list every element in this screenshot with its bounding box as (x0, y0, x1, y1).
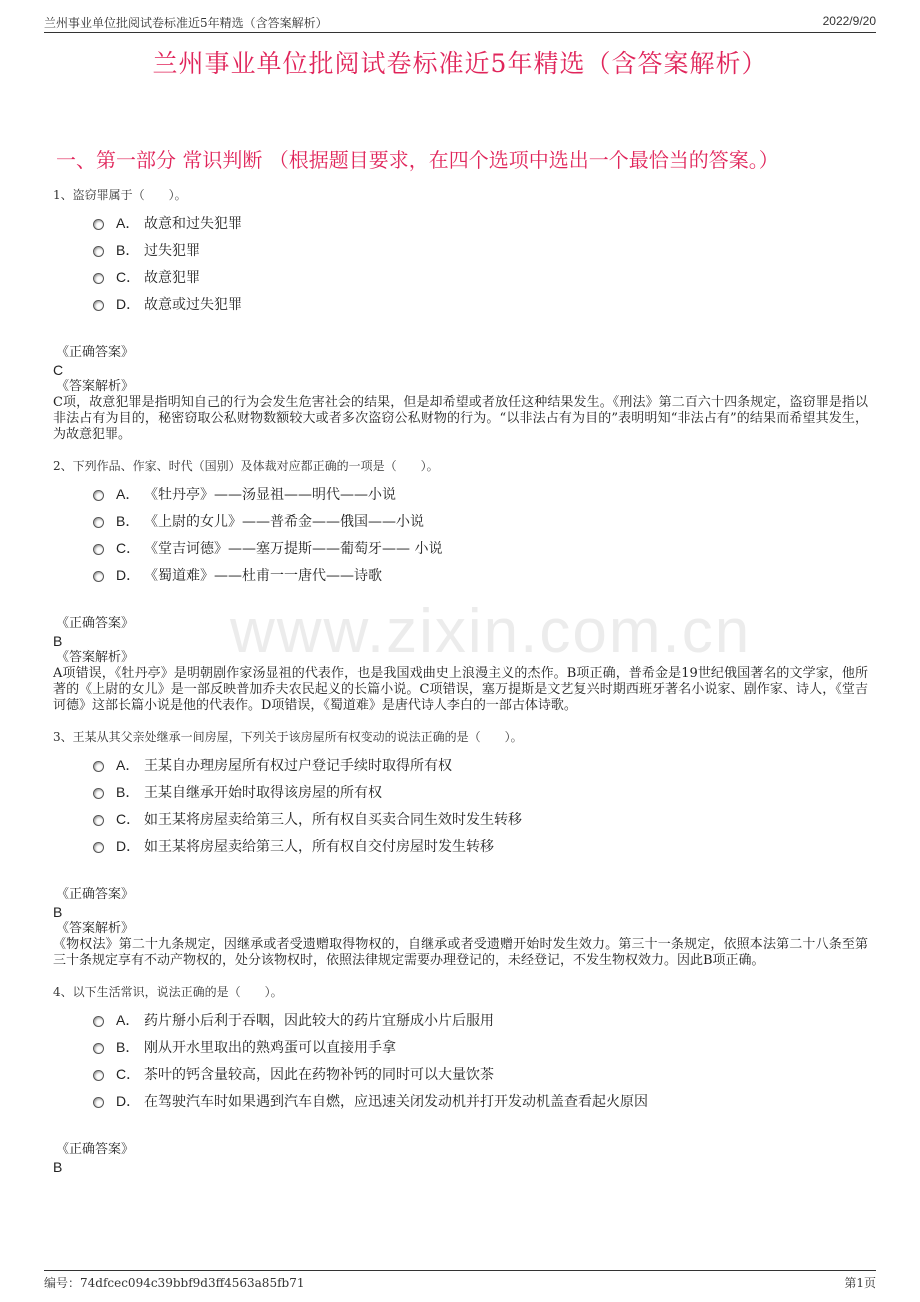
explanation-text: 《物权法》第二十九条规定，因继承或者受遗赠取得物权的，自继承或者受遗赠开始时发生效力。第三十一条规定，依照本法第二十八条至第三十条规定享有不动产物权的，处分该物权时，依照法律规定需要办理登记的，未经登记，不发生物权效力。因此B项正确。 (53, 937, 868, 968)
answer-value: B (53, 633, 63, 649)
option-c[interactable] (53, 805, 868, 832)
section-heading: 一、第一部分 常识判断 （根据题目要求，在四个选项中选出一个最恰当的答案。） (56, 148, 779, 172)
footer-doc-id: 编号：74dfcec094c39bbf9d3ff4563a85fb71 (44, 1276, 305, 1290)
option-a[interactable] (53, 480, 868, 507)
explanation-label: 《答案解析》 (56, 650, 135, 665)
option-letter: C． (116, 539, 141, 556)
answer-label: 《正确答案》 (56, 345, 135, 360)
option-d[interactable] (53, 561, 868, 588)
option-letter: B． (116, 512, 140, 529)
option-text: 《牡丹亭》——汤显祖——明代——小说 (144, 486, 396, 503)
radio-icon[interactable] (93, 544, 104, 555)
explanation-label: 《答案解析》 (56, 379, 135, 394)
option-d[interactable] (53, 1087, 868, 1114)
radio-icon[interactable] (93, 246, 104, 257)
header-doc-title: 兰州事业单位批阅试卷标准近5年精选（含答案解析） (44, 16, 328, 30)
option-letter: A． (116, 485, 140, 502)
page-footer (44, 1270, 876, 1290)
page-title: 兰州事业单位批阅试卷标准近5年精选（含答案解析） (152, 49, 768, 78)
header-date: 2022/9/20 (822, 14, 876, 28)
option-letter: A． (116, 756, 140, 773)
radio-icon[interactable] (93, 300, 104, 311)
option-letter: B． (116, 241, 140, 258)
option-text: 王某自继承开始时取得该房屋的所有权 (144, 784, 382, 801)
option-letter: D． (116, 1092, 141, 1109)
explanation-text: C项，故意犯罪是指明知自己的行为会发生危害社会的结果，但是却希望或者放任这种结果发生。《刑法》第二百六十四条规定，盗窃罪是指以非法占有为目的，秘密窃取公私财物数额较大或者多次盗窃公私财物的行为。“以非法占有为目的”表明明知“非法占有”的结果而希望其发生，为故意犯罪。 (53, 395, 868, 442)
option-letter: B． (116, 1038, 140, 1055)
option-letter: A． (116, 1011, 140, 1028)
question-list (53, 186, 868, 1190)
question (53, 457, 868, 714)
option-text: 茶叶的钙含量较高，因此在药物补钙的同时可以大量饮茶 (144, 1066, 494, 1083)
option-c[interactable] (53, 534, 868, 561)
option-letter: C． (116, 268, 141, 285)
answer-value: B (53, 904, 63, 920)
explanation-label: 《答案解析》 (56, 921, 135, 936)
explanation-text: A项错误，《牡丹亭》是明朝剧作家汤显祖的代表作，也是我国戏曲史上浪漫主义的杰作。B项正确，普希金是19世纪俄国著名的文学家，他所著的《上尉的女儿》是一部反映普加乔夫农民起义的长篇小说。C项错误，塞万提斯是文艺复兴时期西班牙著名小说家、剧作家、诗人，《堂吉诃德》这部长篇小说是他的代表作。D项错误，《蜀道难》是唐代诗人李白的一部古体诗歌。 (53, 666, 868, 713)
page-number: 第1页 (844, 1276, 876, 1290)
option-a[interactable] (53, 209, 868, 236)
radio-icon[interactable] (93, 1016, 104, 1027)
answer-label: 《正确答案》 (56, 616, 135, 631)
question (53, 186, 868, 443)
option-b[interactable] (53, 507, 868, 534)
option-letter: A． (116, 214, 140, 231)
radio-icon[interactable] (93, 517, 104, 528)
radio-icon[interactable] (93, 1097, 104, 1108)
answer-value: C (53, 362, 64, 378)
option-letter: D． (116, 837, 141, 854)
option-d[interactable] (53, 832, 868, 859)
watermark: www.zixin.com.cn (230, 597, 752, 666)
answer-label: 《正确答案》 (56, 887, 135, 902)
option-text: 《堂吉诃德》——塞万提斯——葡萄牙—— 小说 (144, 540, 443, 557)
radio-icon[interactable] (93, 1043, 104, 1054)
radio-icon[interactable] (93, 571, 104, 582)
question-stem: 1、盗窃罪属于（ ）。 (53, 188, 187, 202)
option-b[interactable] (53, 236, 868, 263)
option-text: 在驾驶汽车时如果遇到汽车自燃，应迅速关闭发动机并打开发动机盖查看起火原因 (144, 1093, 648, 1110)
option-text: 《蜀道难》——杜甫一一唐代——诗歌 (144, 567, 382, 584)
option-text: 如王某将房屋卖给第三人，所有权自交付房屋时发生转移 (144, 838, 494, 855)
radio-icon[interactable] (93, 815, 104, 826)
radio-icon[interactable] (93, 761, 104, 772)
option-text: 故意和过失犯罪 (144, 215, 242, 232)
option-text: 《上尉的女儿》——普希金——俄国——小说 (144, 513, 424, 530)
radio-icon[interactable] (93, 788, 104, 799)
question (53, 983, 868, 1176)
option-text: 刚从开水里取出的熟鸡蛋可以直接用手拿 (144, 1039, 396, 1056)
option-a[interactable] (53, 1006, 868, 1033)
option-d[interactable] (53, 290, 868, 317)
option-text: 故意犯罪 (144, 269, 200, 286)
radio-icon[interactable] (93, 842, 104, 853)
option-text: 如王某将房屋卖给第三人，所有权自买卖合同生效时发生转移 (144, 811, 522, 828)
question-stem: 2、下列作品、作家、时代（国别）及体裁对应都正确的一项是（ ）。 (53, 459, 439, 473)
option-text: 过失犯罪 (144, 242, 200, 259)
option-text: 王某自办理房屋所有权过户登记手续时取得所有权 (144, 757, 452, 774)
option-text: 故意或过失犯罪 (144, 296, 242, 313)
question-stem: 4、以下生活常识，说法正确的是（ ）。 (53, 985, 283, 999)
option-letter: D． (116, 295, 141, 312)
option-c[interactable] (53, 1060, 868, 1087)
option-text: 药片掰小后利于吞咽，因此较大的药片宜掰成小片后服用 (144, 1012, 494, 1029)
option-b[interactable] (53, 778, 868, 805)
answer-value: B (53, 1159, 63, 1175)
option-a[interactable] (53, 751, 868, 778)
answer-label: 《正确答案》 (56, 1142, 135, 1157)
radio-icon[interactable] (93, 490, 104, 501)
option-letter: D． (116, 566, 141, 583)
option-b[interactable] (53, 1033, 868, 1060)
option-letter: C． (116, 1065, 141, 1082)
radio-icon[interactable] (93, 219, 104, 230)
option-letter: C． (116, 810, 141, 827)
option-c[interactable] (53, 263, 868, 290)
radio-icon[interactable] (93, 1070, 104, 1081)
option-letter: B． (116, 783, 140, 800)
page-header (44, 12, 876, 33)
radio-icon[interactable] (93, 273, 104, 284)
question (53, 728, 868, 969)
question-stem: 3、王某从其父亲处继承一间房屋，下列关于该房屋所有权变动的说法正确的是（ ）。 (53, 730, 523, 744)
